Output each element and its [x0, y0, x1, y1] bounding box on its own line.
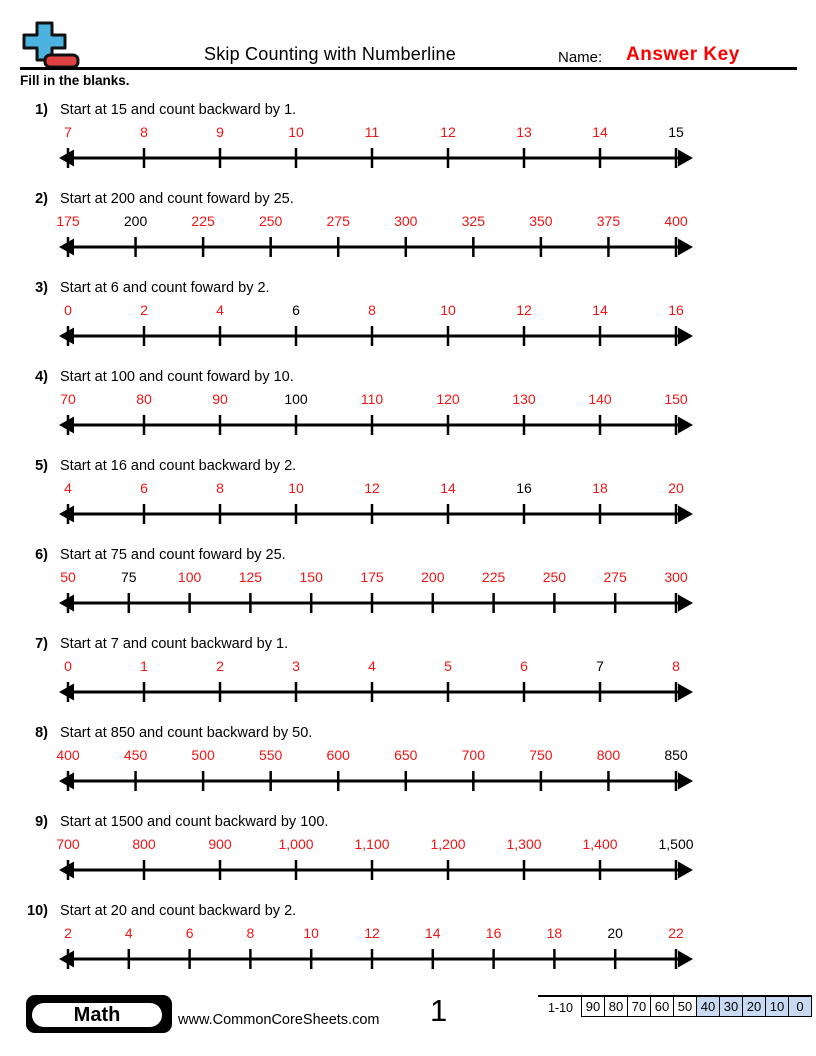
- problem-number: 10): [27, 903, 48, 919]
- numberline-answer-value: 800: [596, 747, 621, 763]
- numberline-answer-value: 800: [132, 836, 156, 852]
- numberline-graphic: [56, 675, 696, 709]
- numberline-answer-value: 6: [520, 658, 528, 674]
- numberline-answer-value: 175: [56, 213, 80, 229]
- page-number: 1: [430, 993, 448, 1028]
- numberline-labels: [56, 387, 696, 408]
- problem: [20, 101, 816, 175]
- numberline-answer-value: 750: [529, 747, 553, 763]
- problem-instruction: Start at 200 and count foward by 25.: [60, 191, 294, 207]
- numberline-graphic: [56, 319, 696, 353]
- numberline-answer-value: 1: [140, 658, 148, 674]
- numberline-answer-value: 8: [246, 925, 255, 941]
- numberline-answer-value: 700: [461, 747, 486, 763]
- numberline-answer-value: 130: [512, 391, 536, 407]
- numberline-answer-value: 300: [664, 569, 688, 585]
- score-range-label: 1-10: [547, 1001, 573, 1015]
- numberline-graphic: [56, 497, 696, 531]
- problem-number: 8): [35, 725, 48, 741]
- problem-list: [0, 101, 816, 976]
- numberline-answer-value: 4: [64, 480, 72, 496]
- problem-number: 1): [35, 102, 48, 118]
- problem-instruction: Start at 1500 and count backward by 100.: [60, 814, 329, 830]
- problem-instruction: Start at 75 and count foward by 25.: [60, 547, 286, 563]
- score-area: [538, 995, 812, 1017]
- score-cell: 40: [696, 997, 719, 1016]
- problem-instruction: Start at 15 and count backward by 1.: [60, 102, 297, 118]
- numberline-area: [56, 476, 696, 531]
- header: [0, 0, 816, 70]
- numberline-labels: [56, 120, 696, 141]
- numberline-answer-value: 3: [292, 658, 300, 674]
- score-table: [581, 997, 812, 1017]
- answer-key-text: Answer Key: [626, 44, 740, 65]
- numberline-given-value: 75: [121, 569, 137, 585]
- numberline-answer-value: 11: [364, 124, 380, 140]
- numberline-answer-value: 250: [542, 569, 567, 585]
- numberline-labels: [56, 832, 696, 853]
- numberline-answer-value: 16: [668, 302, 684, 318]
- numberline-answer-value: 0: [64, 658, 72, 674]
- numberline-answer-value: 150: [664, 391, 688, 407]
- numberline-answer-value: 1,200: [430, 836, 466, 852]
- numberline-answer-value: 7: [64, 124, 72, 140]
- numberline-answer-value: 8: [216, 480, 224, 496]
- numberline-labels: [56, 921, 696, 942]
- numberline-answer-value: 13: [516, 124, 532, 140]
- problem-instruction: Start at 20 and count backward by 2.: [60, 903, 297, 919]
- numberline-answer-value: 125: [238, 569, 263, 585]
- numberline-graphic: [56, 764, 696, 798]
- numberline-area: [56, 298, 696, 353]
- numberline-graphic: [56, 586, 696, 620]
- numberline-labels: [56, 298, 696, 319]
- numberline-answer-value: 225: [481, 569, 506, 585]
- problem-number: 7): [35, 636, 48, 652]
- numberline-given-value: 200: [123, 213, 148, 229]
- score-cell: 20: [742, 997, 765, 1016]
- numberline-given-value: 15: [668, 124, 684, 140]
- score-cell: 70: [627, 997, 650, 1016]
- problem-instruction: Start at 6 and count foward by 2.: [60, 280, 270, 296]
- numberline-answer-value: 275: [603, 569, 627, 585]
- numberline-answer-value: 175: [360, 569, 384, 585]
- numberline-answer-value: 70: [60, 391, 76, 407]
- numberline-given-value: 850: [664, 747, 688, 763]
- numberline-area: [56, 743, 696, 798]
- score-cell: 10: [765, 997, 788, 1016]
- subject-badge: [26, 995, 172, 1033]
- numberline-answer-value: 8: [368, 302, 376, 318]
- numberline-answer-value: 2: [64, 925, 72, 941]
- numberline-area: [56, 387, 696, 442]
- problem: [20, 368, 816, 442]
- numberline-area: [56, 921, 696, 976]
- numberline-answer-value: 300: [394, 213, 418, 229]
- problem: [20, 190, 816, 264]
- numberline-labels: [56, 565, 696, 586]
- problem-number: 2): [35, 191, 48, 207]
- problem-number: 5): [35, 458, 48, 474]
- numberline-answer-value: 10: [440, 302, 456, 318]
- numberline-answer-value: 12: [364, 925, 380, 941]
- score-cell: 50: [673, 997, 696, 1016]
- problem: [20, 902, 816, 976]
- numberline-answer-value: 14: [425, 925, 441, 941]
- problem: [20, 279, 816, 353]
- numberline-area: [56, 832, 696, 887]
- numberline-area: [56, 565, 696, 620]
- numberline-answer-value: 100: [177, 569, 202, 585]
- numberline-answer-value: 6: [140, 480, 148, 496]
- numberline-answer-value: 400: [664, 213, 688, 229]
- numberline-answer-value: 325: [461, 213, 486, 229]
- score-cell: 80: [604, 997, 627, 1016]
- numberline-answer-value: 50: [60, 569, 76, 585]
- name-label: Name:: [558, 49, 603, 66]
- numberline-answer-value: 80: [136, 391, 152, 407]
- numberline-given-value: 6: [292, 302, 300, 318]
- numberline-answer-value: 225: [191, 213, 215, 229]
- numberline-answer-value: 4: [124, 925, 133, 941]
- numberline-answer-value: 4: [216, 302, 224, 318]
- numberline-answer-value: 4: [368, 658, 376, 674]
- numberline-answer-value: 250: [258, 213, 283, 229]
- footer: [0, 992, 816, 1042]
- score-cell: 60: [650, 997, 673, 1016]
- numberline-answer-value: 8: [672, 658, 680, 674]
- numberline-answer-value: 12: [364, 480, 380, 496]
- numberline-answer-value: 9: [216, 124, 224, 140]
- numberline-answer-value: 140: [588, 391, 612, 407]
- numberline-answer-value: 110: [360, 391, 384, 407]
- numberline-answer-value: 14: [440, 480, 456, 496]
- numberline-given-value: 100: [284, 391, 308, 407]
- numberline-given-value: 20: [607, 925, 623, 941]
- problem: [20, 546, 816, 620]
- numberline-answer-value: 5: [444, 658, 452, 674]
- problem-number: 6): [35, 547, 48, 563]
- numberline-answer-value: 900: [208, 836, 232, 852]
- numberline-answer-value: 2: [140, 302, 148, 318]
- numberline-answer-value: 375: [596, 213, 621, 229]
- numberline-answer-value: 20: [668, 480, 684, 496]
- numberline-answer-value: 12: [516, 302, 532, 318]
- numberline-labels: [56, 476, 696, 497]
- worksheet-instructions: Fill in the blanks.: [20, 73, 130, 88]
- numberline-answer-value: 600: [326, 747, 350, 763]
- numberline-answer-value: 18: [592, 480, 608, 496]
- numberline-graphic: [56, 230, 696, 264]
- numberline-answer-value: 1,000: [278, 836, 314, 852]
- numberline-answer-value: 14: [592, 302, 608, 318]
- header-divider: [20, 67, 797, 70]
- problem: [20, 457, 816, 531]
- numberline-answer-value: 0: [64, 302, 72, 318]
- numberline-answer-value: 16: [485, 925, 502, 941]
- numberline-answer-value: 12: [440, 124, 456, 140]
- numberline-graphic: [56, 942, 696, 976]
- problem: [20, 635, 816, 709]
- numberline-answer-value: 1,400: [582, 836, 618, 852]
- numberline-answer-value: 10: [288, 124, 304, 140]
- numberline-given-value: 1,500: [658, 836, 694, 852]
- numberline-answer-value: 2: [216, 658, 224, 674]
- numberline-answer-value: 18: [546, 925, 563, 941]
- numberline-answer-value: 550: [258, 747, 283, 763]
- numberline-area: [56, 120, 696, 175]
- numberline-graphic: [56, 141, 696, 175]
- subject-badge-label: Math: [32, 1003, 162, 1027]
- worksheet-title: Skip Counting with Numberline: [204, 44, 456, 64]
- problem: [20, 724, 816, 798]
- score-cell: 90: [585, 999, 601, 1014]
- problem-number: 4): [35, 369, 48, 385]
- score-cell: 0: [788, 997, 811, 1016]
- problem-instruction: Start at 16 and count backward by 2.: [60, 458, 297, 474]
- numberline-answer-value: 10: [303, 925, 319, 941]
- numberline-area: [56, 209, 696, 264]
- numberline-answer-value: 1,100: [354, 836, 390, 852]
- numberline-answer-value: 14: [592, 124, 608, 140]
- numberline-answer-value: 700: [56, 836, 80, 852]
- numberline-answer-value: 1,300: [506, 836, 542, 852]
- numberline-answer-value: 150: [299, 569, 323, 585]
- numberline-answer-value: 500: [191, 747, 215, 763]
- numberline-answer-value: 200: [421, 569, 445, 585]
- problem-instruction: Start at 7 and count backward by 1.: [60, 636, 289, 652]
- numberline-area: [56, 654, 696, 709]
- problem-number: 9): [35, 814, 48, 830]
- numberline-answer-value: 10: [288, 480, 304, 496]
- numberline-graphic: [56, 408, 696, 442]
- numberline-answer-value: 8: [140, 124, 148, 140]
- problem-number: 3): [35, 280, 48, 296]
- numberline-given-value: 16: [516, 480, 532, 496]
- numberline-labels: [56, 743, 696, 764]
- numberline-labels: [56, 654, 696, 675]
- numberline-answer-value: 90: [212, 391, 228, 407]
- numberline-graphic: [56, 853, 696, 887]
- numberline-answer-value: 350: [529, 213, 553, 229]
- score-cell: 30: [719, 997, 742, 1016]
- numberline-answer-value: 22: [668, 925, 684, 941]
- numberline-answer-value: 275: [326, 213, 350, 229]
- problem-instruction: Start at 850 and count backward by 50.: [60, 725, 313, 741]
- numberline-answer-value: 6: [185, 925, 194, 941]
- numberline-given-value: 7: [596, 658, 604, 674]
- numberline-answer-value: 650: [394, 747, 418, 763]
- numberline-labels: [56, 209, 696, 230]
- problem: [20, 813, 816, 887]
- numberline-answer-value: 120: [436, 391, 460, 407]
- website-text: www.CommonCoreSheets.com: [178, 1012, 380, 1028]
- numberline-answer-value: 400: [56, 747, 80, 763]
- problem-instruction: Start at 100 and count foward by 10.: [60, 369, 294, 385]
- numberline-answer-value: 450: [123, 747, 148, 763]
